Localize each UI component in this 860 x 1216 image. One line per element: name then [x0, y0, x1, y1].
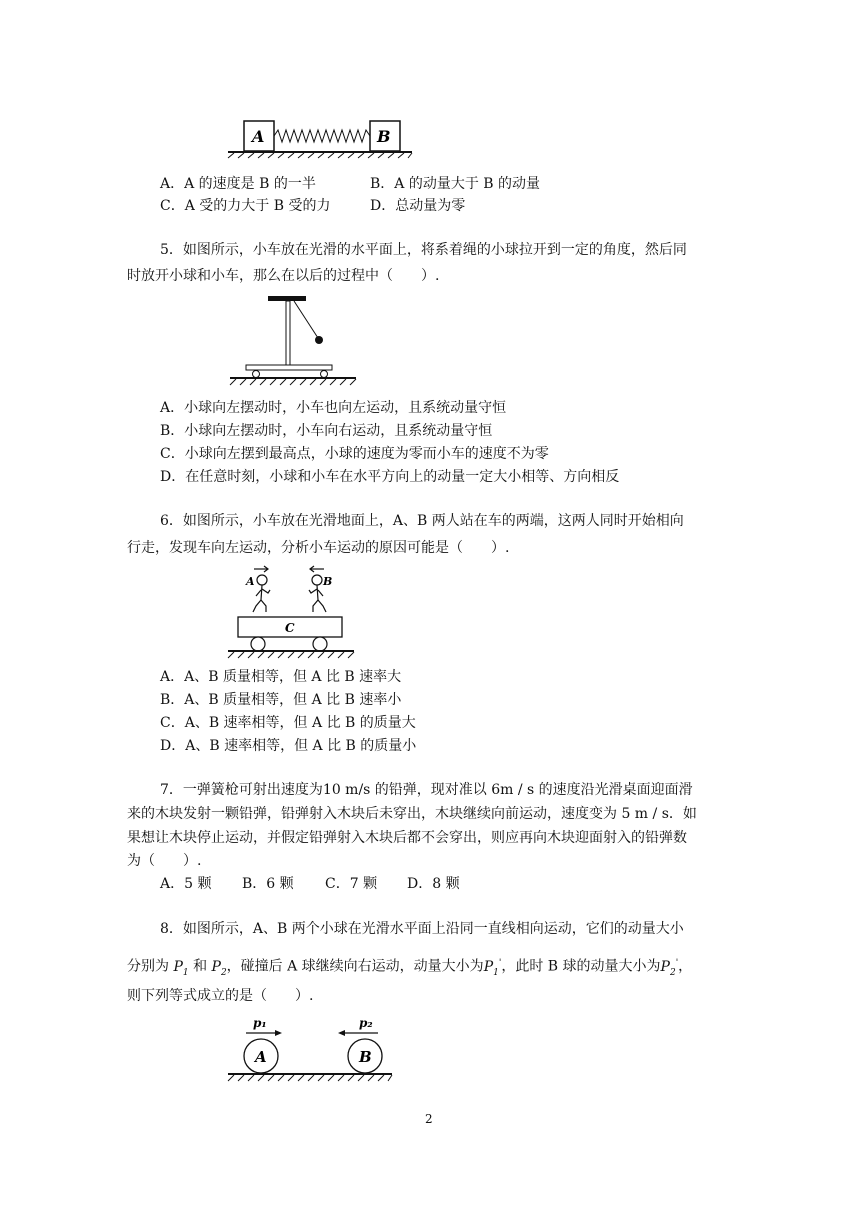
q7-stem-line-4: 为（ ）.	[127, 853, 202, 869]
q8-text-2a: 分别为	[127, 958, 169, 975]
q7-stem-line-1: 7．一弹簧枪可射出速度为10 m/s 的铅弹，现对准以 6m / s 的速度沿光滑桌面迎面滑	[160, 782, 693, 798]
q8-balls-figure	[226, 1014, 396, 1084]
arrow-p2-label: p₂	[359, 1016, 373, 1030]
person-b-label: B	[323, 575, 333, 588]
q8-symbol-p2: $P_2$	[211, 958, 227, 978]
q8-text-2b: 和	[193, 958, 208, 975]
q8-stem-line-3: 则下列等式成立的是（ ）.	[127, 988, 314, 1004]
q8-text-2d: ，此时 B 球的动量大小为	[501, 958, 661, 975]
q6-option-b: B．A、B 质量相等，但 A 比 B 速率小	[160, 692, 402, 708]
block-a-label: A	[252, 127, 265, 146]
q8-symbol-p2-prime: $P_2'$	[660, 958, 679, 978]
cart-c-label: C	[285, 621, 295, 635]
person-b	[309, 566, 326, 612]
q6-stem-line-1: 6．如图所示，小车放在光滑地面上，A、B 两人站在车的两端，这两人同时开始相向	[160, 513, 684, 529]
block-b-label: B	[377, 127, 391, 146]
pendulum-ball	[315, 336, 323, 344]
q4-spring-figure	[226, 116, 416, 158]
q5-option-a: A．小球向左摆动时，小车也向左运动，且系统动量守恒	[160, 400, 507, 416]
q5-option-c: C．小球向左摆到最高点，小球的速度为零而小车的速度不为零	[160, 446, 549, 462]
ball-a-label: A	[255, 1048, 267, 1066]
q7-option-d: D．8 颗	[407, 876, 460, 892]
q4-option-c: C．A 受的力大于 B 受的力	[160, 198, 331, 214]
cart-deck	[246, 365, 332, 370]
person-a	[253, 566, 270, 612]
spring	[274, 130, 370, 142]
q8-symbol-p1: $P_1$	[173, 958, 189, 978]
q5-pendulum-cart-figure	[228, 294, 358, 386]
q5-option-b: B．小球向左摆动时，小车向右运动，且系统动量守恒	[160, 423, 493, 439]
q7-stem-line-2: 来的木块发射一颗铅弹，铅弹射入木块后未穿出，木块继续向前运动，速度变为 5 m / s．如	[127, 806, 697, 822]
q8-stem-line-1: 8．如图所示，A、B 两个小球在光滑水平面上沿同一直线相向运动，它们的动量大小	[160, 921, 684, 937]
q5-stem-line-1: 5．如图所示，小车放在光滑的水平面上，将系着绳的小球拉开到一定的角度，然后同	[160, 242, 687, 258]
q4-option-b: B．A 的动量大于 B 的动量	[370, 176, 541, 192]
q6-stem-line-2: 行走，发现车向左运动，分析小车运动的原因可能是（ ）.	[127, 540, 510, 556]
q8-text-2c: ，碰撞后 A 球继续向右运动，动量大小为	[226, 958, 484, 975]
q8-stem-line-2	[127, 953, 692, 982]
ball-b-label: B	[359, 1048, 372, 1066]
q6-option-a: A．A、B 质量相等，但 A 比 B 速率大	[160, 669, 402, 685]
q7-option-c: C．7 颗	[325, 876, 378, 892]
arrow-p1-label: p₁	[253, 1016, 267, 1030]
page-number: 2	[425, 1112, 433, 1126]
q5-option-d: D．在任意时刻，小球和小车在水平方向上的动量一定大小相等、方向相反	[160, 469, 620, 485]
q8-text-2e: ，	[678, 958, 693, 975]
q7-option-a: A．5 颗	[160, 876, 212, 892]
q6-option-c: C．A、B 速率相等，但 A 比 B 的质量大	[160, 715, 416, 731]
q6-people-cart-figure	[226, 566, 361, 660]
q7-stem-line-3: 果想让木块停止运动，并假定铅弹射入木块后都不会穿出，则应再向木块迎面射入的铅弹数	[127, 830, 687, 846]
q4-option-d: D．总动量为零	[370, 198, 466, 214]
q5-stem-line-2: 时放开小球和小车，那么在以后的过程中（ ）.	[127, 268, 440, 284]
person-a-label: A	[246, 575, 255, 588]
q8-symbol-p1-prime: $P_1'$	[483, 958, 502, 978]
q4-option-a: A．A 的速度是 B 的一半	[160, 176, 316, 192]
q6-option-d: D．A、B 速率相等，但 A 比 B 的质量小	[160, 738, 417, 754]
q7-option-b: B．6 颗	[242, 876, 294, 892]
